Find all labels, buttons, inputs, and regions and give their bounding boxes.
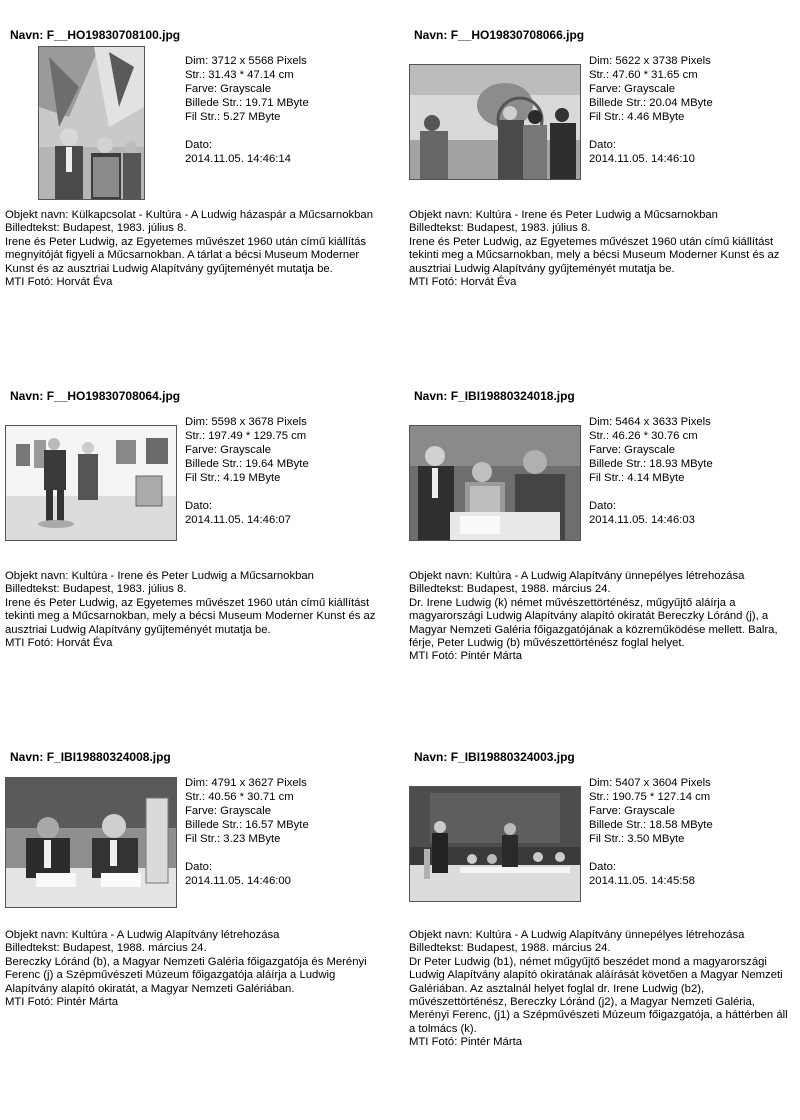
caption-text: Bereczky Lóránd (b), a Magyar Nemzeti Galéria főigazgatója és Merényi Ferenc (j) a Szépművészeti Múzeum főigazgatója aláírja a Ludwig Alapítvány alapító okiratát, a Magyar Nemzeti Galériában. — [5, 955, 367, 995]
photo-credit: MTI Fotó: Pintér Márta — [5, 996, 118, 1009]
description-block: Objekt navn: Kultúra - A Ludwig Alapítvány ünnepélyes létrehozása Billedtekst: Budapest, 1988. március 24. Dr Peter Ludwig (b1), német műgyűjtő beszédet mond a magyarországi Ludwig Alapítvány alapító okiratának aláírását követően a Magyar Nemzeti Galériában. Az asztalnál helyet foglal dr. Irene Ludwig (b2), művészettörténész, Bereczky Lóránd (j2), a Magyar Nemzeti Galéria, Merényi Ferenc, (j1) a Szépművészeti Múzeum főigazgatója, a háttérben áll a tolmács (k). MTI Fotó: Pintér Márta — [409, 929, 788, 1049]
caption-date: Budapest, 1988. március 24. — [466, 942, 611, 955]
card-title: Navn: F_IBI19880324008.jpg — [10, 750, 171, 764]
print-size: 46.26 * 30.76 cm — [612, 430, 698, 442]
image-size: 18.58 MByte — [649, 819, 713, 831]
metadata-block: Dim: 4791 x 3627 Pixels Str.: 40.56 * 30.71 cm Farve: Grayscale Billede Str.: 16.57 MByte Fil Str.: 3.23 MByte Dato: 2014.11.05. 14:46:00 — [185, 777, 309, 887]
photo-thumbnail[interactable] — [5, 777, 177, 908]
card-title: Navn: F__HO19830708100.jpg — [10, 28, 181, 42]
file-size: 5.27 MByte — [223, 111, 281, 123]
photo-credit: MTI Fotó: Pintér Márta — [409, 650, 522, 663]
print-size: 190.75 * 127.14 cm — [612, 791, 711, 803]
image-size: 16.57 MByte — [245, 819, 309, 831]
dimensions: 5407 x 3604 Pixels — [615, 777, 711, 789]
file-size: 4.46 MByte — [627, 111, 685, 123]
dimensions: 3712 x 5568 Pixels — [211, 55, 307, 67]
caption-text: Dr Peter Ludwig (b1), német műgyűjtő beszédet mond a magyarországi Ludwig Alapítvány alapító okiratának aláírását követően a Magyar Nemzeti Galériában. Az asztalnál helyet foglal dr. Irene Ludwig (b2), művészettörténész, Bereczky Lóránd (j2), a Magyar Nemzeti Galéria, Merényi Ferenc, (j1) a Szépművészeti Múzeum főigazgatója, a háttérben áll a tolmács (k). — [409, 955, 788, 1035]
dimensions: 5622 x 3738 Pixels — [615, 55, 711, 67]
date-value: 2014.11.05. 14:46:14 — [185, 153, 291, 165]
description-block: Objekt navn: Kultúra - Irene és Peter Ludwig a Műcsarnokban Billedtekst: Budapest, 1983. július 8. Irene és Peter Ludwig, az Egyetemes művészet 1960 után című kiállítást tekinti meg a Műcsarnokban, mely a bécsi Museum Moderner Kunst és az ausztriai Ludwig Alapítvány gyűjteményét mutatja be. MTI Fotó: Horvát Éva — [409, 209, 789, 289]
image-size: 18.93 MByte — [649, 458, 713, 470]
photo-thumbnail[interactable] — [409, 64, 581, 180]
print-size: 31.43 * 47.14 cm — [208, 69, 294, 81]
photo-thumbnail[interactable] — [5, 425, 177, 541]
caption-date: Budapest, 1983. július 8. — [466, 222, 591, 235]
caption-text: Dr. Irene Ludwig (k) német művészettörténész, műgyűjtő aláírja a magyarországi Ludwig Alapítvány alapító okiratát Bereczky Lóránd (j), a Magyar Nemzeti Galéria főigazgatójának a közreműködése mellett. Balra, férje, Peter Ludwig (b) művészettörténész foglal helyet. — [409, 596, 778, 650]
print-size: 197.49 * 129.75 cm — [208, 430, 307, 442]
description-block: Objekt navn: Kultúra - A Ludwig Alapítvány ünnepélyes létrehozása Billedtekst: Budapest, 1988. március 24. Dr. Irene Ludwig (k) német művészettörténész, műgyűjtő aláírja a magyarországi Ludwig Alapítvány alapító okiratát Bereczky Lóránd (j), a Magyar Nemzeti Galéria főigazgatójának a közreműködése mellett. Balra, férje, Peter Ludwig (b) művészettörténész foglal helyet. MTI Fotó: Pintér Márta — [409, 570, 789, 664]
print-size: 40.56 * 30.71 cm — [208, 791, 294, 803]
caption-date: Budapest, 1988. március 24. — [62, 942, 207, 955]
object-name: Kultúra - Irene és Peter Ludwig a Műcsarnokban — [71, 570, 314, 582]
file-size: 4.14 MByte — [627, 472, 685, 484]
date-value: 2014.11.05. 14:45:58 — [589, 875, 695, 887]
dimensions: 4791 x 3627 Pixels — [211, 777, 307, 789]
dimensions: 5464 x 3633 Pixels — [615, 416, 711, 428]
file-size: 3.50 MByte — [627, 833, 685, 845]
image-size: 19.71 MByte — [245, 97, 309, 109]
file-size: 3.23 MByte — [223, 833, 281, 845]
description-block: Objekt navn: Kultúra - Irene és Peter Ludwig a Műcsarnokban Billedtekst: Budapest, 1983. július 8. Irene és Peter Ludwig, az Egyetemes művészet 1960 után című kiállítást tekinti meg a Műcsarnokban, mely a bécsi Museum Moderner Kunst és az ausztriai Ludwig Alapítvány gyűjteményét mutatja be. MTI Fotó: Horvát Éva — [5, 570, 385, 650]
card-title: Navn: F__HO19830708064.jpg — [10, 389, 181, 403]
caption-date: Budapest, 1988. március 24. — [466, 583, 611, 596]
photo-credit: MTI Fotó: Horvát Éva — [5, 276, 113, 289]
caption-text: Irene és Peter Ludwig, az Egyetemes művészet 1960 után című kiállítást tekinti meg a Műcsarnokban, mely a bécsi Museum Moderner Kunst és az ausztriai Ludwig Alapítvány gyűjteményét mutatja be. — [409, 235, 780, 275]
file-size: 4.19 MByte — [223, 472, 281, 484]
photo-credit: MTI Fotó: Pintér Márta — [409, 1036, 522, 1049]
photo-thumbnail[interactable] — [38, 46, 145, 200]
photo-credit: MTI Fotó: Horvát Éva — [409, 276, 517, 289]
description-block: Objekt navn: Külkapcsolat - Kultúra - A Ludwig házaspár a Műcsarnokban Billedtekst: Budapest, 1983. július 8. Irene és Peter Ludwig, az Egyetemes művészet 1960 után című kiállítás megnyitóját figyeli a Műcsarnokban. A tárlat a bécsi Museum Moderner Kunst és az ausztriai Ludwig Alapítvány gyűjteményét mutatja be. MTI Fotó: Horvát Éva — [5, 209, 385, 289]
date-value: 2014.11.05. 14:46:00 — [185, 875, 291, 887]
color-mode: Grayscale — [624, 805, 676, 817]
object-name: Kultúra - A Ludwig Alapítvány ünnepélyes létrehozása — [475, 929, 745, 941]
object-name: Kultúra - Irene és Peter Ludwig a Műcsarnokban — [475, 209, 718, 221]
metadata-block: Dim: 5622 x 3738 Pixels Str.: 47.60 * 31.65 cm Farve: Grayscale Billede Str.: 20.04 MByte Fil Str.: 4.46 MByte Dato: 2014.11.05. 14:46:10 — [589, 55, 713, 165]
date-value: 2014.11.05. 14:46:07 — [185, 514, 291, 526]
color-mode: Grayscale — [220, 83, 272, 95]
photo-thumbnail[interactable] — [409, 786, 581, 902]
card-title: Navn: F_IBI19880324018.jpg — [414, 389, 575, 403]
dimensions: 5598 x 3678 Pixels — [211, 416, 307, 428]
metadata-block: Dim: 5407 x 3604 Pixels Str.: 190.75 * 127.14 cm Farve: Grayscale Billede Str.: 18.58 MByte Fil Str.: 3.50 MByte Dato: 2014.11.05. 14:45:58 — [589, 777, 713, 887]
caption-text: Irene és Peter Ludwig, az Egyetemes művészet 1960 után című kiállítás megnyitóját figyeli a Műcsarnokban. A tárlat a bécsi Museum Moderner Kunst és az ausztriai Ludwig Alapítvány gyűjteményét mutatja be. — [5, 235, 367, 275]
image-size: 19.64 MByte — [245, 458, 309, 470]
metadata-block: Dim: 5464 x 3633 Pixels Str.: 46.26 * 30.76 cm Farve: Grayscale Billede Str.: 18.93 MByte Fil Str.: 4.14 MByte Dato: 2014.11.05. 14:46:03 — [589, 416, 713, 526]
caption-date: Budapest, 1983. július 8. — [62, 222, 187, 235]
card-title: Navn: F__HO19830708066.jpg — [414, 28, 585, 42]
date-value: 2014.11.05. 14:46:10 — [589, 153, 695, 165]
print-size: 47.60 * 31.65 cm — [612, 69, 698, 81]
image-size: 20.04 MByte — [649, 97, 713, 109]
date-value: 2014.11.05. 14:46:03 — [589, 514, 695, 526]
card-title: Navn: F_IBI19880324003.jpg — [414, 750, 575, 764]
color-mode: Grayscale — [220, 444, 272, 456]
description-block: Objekt navn: Kultúra - A Ludwig Alapítvány létrehozása Billedtekst: Budapest, 1988. március 24. Bereczky Lóránd (b), a Magyar Nemzeti Galéria főigazgatója és Merényi Ferenc (j) a Szépművészeti Múzeum főigazgatója aláírja a Ludwig Alapítvány alapító okiratát, a Magyar Nemzeti Galériában. MTI Fotó: Pintér Márta — [5, 929, 385, 1009]
metadata-block: Dim: 5598 x 3678 Pixels Str.: 197.49 * 129.75 cm Farve: Grayscale Billede Str.: 19.64 MByte Fil Str.: 4.19 MByte Dato: 2014.11.05. 14:46:07 — [185, 416, 309, 526]
metadata-block: Dim: 3712 x 5568 Pixels Str.: 31.43 * 47.14 cm Farve: Grayscale Billede Str.: 19.71 MByte Fil Str.: 5.27 MByte Dato: 2014.11.05. 14:46:14 — [185, 55, 309, 165]
caption-text: Irene és Peter Ludwig, az Egyetemes művészet 1960 után című kiállítást tekinti meg a Műcsarnokban, mely a bécsi Museum Moderner Kunst és az ausztriai Ludwig Alapítvány gyűjteményét mutatja be. — [5, 596, 376, 636]
color-mode: Grayscale — [624, 444, 676, 456]
photo-thumbnail[interactable] — [409, 425, 581, 541]
object-name: Külkapcsolat - Kultúra - A Ludwig házaspár a Műcsarnokban — [71, 209, 373, 221]
color-mode: Grayscale — [624, 83, 676, 95]
object-name: Kultúra - A Ludwig Alapítvány ünnepélyes létrehozása — [475, 570, 745, 582]
object-name: Kultúra - A Ludwig Alapítvány létrehozása — [71, 929, 280, 941]
photo-credit: MTI Fotó: Horvát Éva — [5, 637, 113, 650]
caption-date: Budapest, 1983. július 8. — [62, 583, 187, 596]
color-mode: Grayscale — [220, 805, 272, 817]
